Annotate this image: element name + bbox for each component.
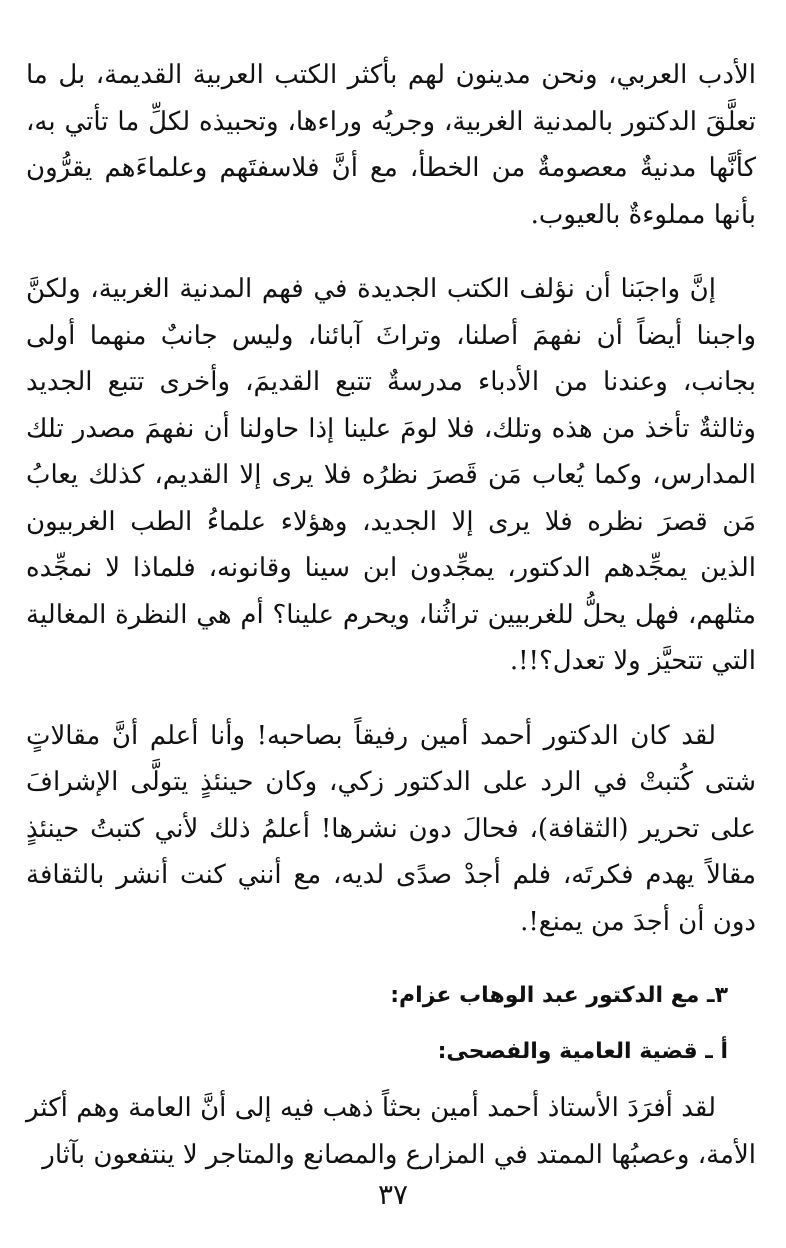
section-heading: ٣ـ مع الدكتور عبد الوهاب عزام: (390, 983, 728, 1008)
paragraph-gap (26, 945, 756, 973)
paragraph-gap (26, 238, 756, 266)
paragraph-continuation: الأدب العربي، ونحن مدينون لهم بأكثر الكتب العربية القديمة، بل ما تعلَّقَ الدكتور بالمدنية الغربية، وجريُه وراءها، وتحبيذه لكلِّ ما تأتي به، كأنَّها مدنيةٌ معصومةٌ من الخطأ، مع أنَّ فلاسفتَهم وعلماءَهم يقرُّون بأنها مملوءةٌ بالعيوب. (26, 60, 756, 230)
paragraph-gap (26, 685, 756, 713)
heading-gap (26, 1075, 756, 1085)
paragraph-colloquial: لقد أفرَدَ الأستاذ أحمد أمين بحثاً ذهب فيه إلى أنَّ العامة وهم أكثر الأمة، وعصبُها الممتد في المزارع والمصانع والمتاجر لا ينتفعون بآثار (26, 1093, 756, 1170)
subsection-heading: أ ـ قضية العامية والفصحى: (437, 1039, 728, 1064)
paragraph-ahmad-amin: لقد كان الدكتور أحمد أمين رفيقاً بصاحبه! وأنا أعلم أنَّ مقالاتٍ شتى كُتبتْ في الرد على الدكتور زكي، وكان حينئذٍ يتولَّى الإشرافَ على تحرير (الثقافة)، فحالَ دون نشرها! أعلمُ ذلك لأني كتبتُ حينئذٍ مقالاً يهدم فكرتَه، فلم أجدْ صدًى لديه، مع أنني كنت أنشر بالثقافة دون أن أجدَ من يمنع!. (26, 720, 756, 937)
paragraph-duty: إنَّ واجبَنا أن نؤلف الكتب الجديدة في فهم المدنية الغربية، ولكنَّ واجبنا أيضاً أن نفهمَ أصلنا، وتراثَ آبائنا، وليس جانبٌ منهما أولى بجانب، وعندنا من الأدباء مدرسةٌ تتبع القديمَ، وأخرى تتبع الجديد وثالثةٌ تأخذ من هذه وتلك، فلا لومَ علينا إذا حاولنا أن نفهمَ مصدر تلك المدارس، وكما يُعاب مَن قَصرَ نظرُه فلا يرى إلا القديم، كذلك يعابُ مَن قصرَ نظره فلا يرى إلا الجديد، وهؤلاء علماءُ الطب الغربيون الذين يمجِّدهم الدكتور، يمجِّدون ابن سينا وقانونه، فلماذا لا نمجِّده مثلهم، فهل يحلُّ للغربيين تراثُنا، ويحرم علينا؟ أم هي النظرة المغالية التي تتحيَّز ولا تعدل؟!!. (26, 274, 756, 676)
page-number: ٣٧ (377, 1178, 409, 1211)
text-column (26, 52, 756, 1178)
